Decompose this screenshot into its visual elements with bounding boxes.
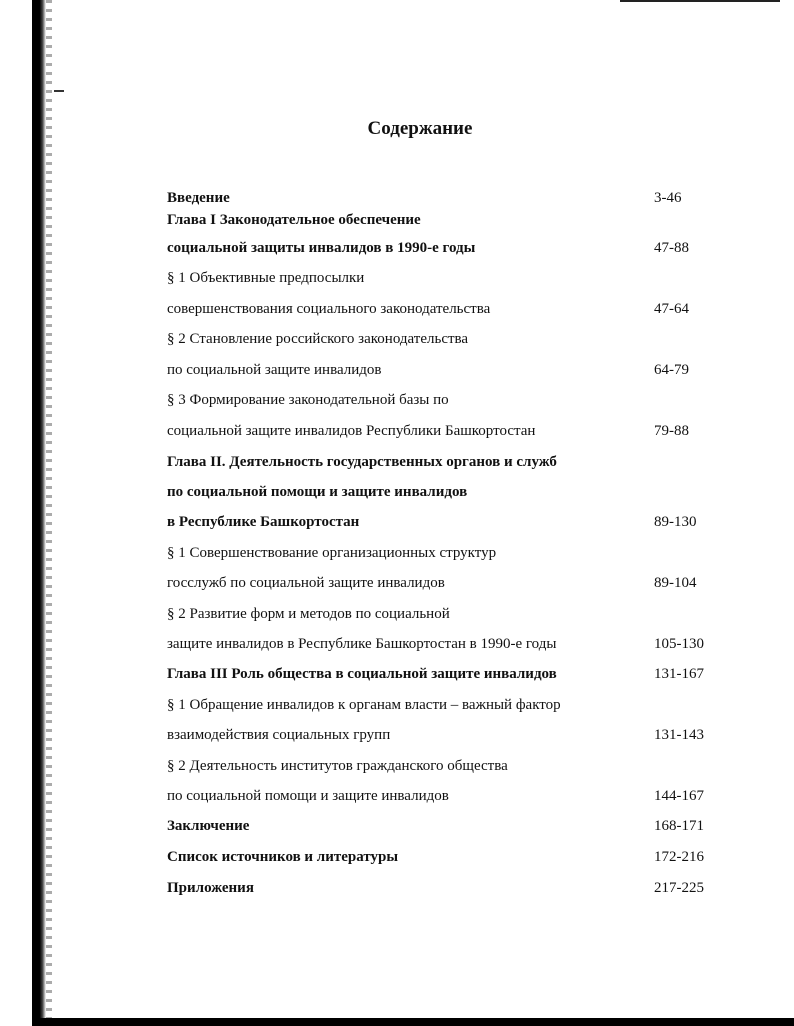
- toc-entry-title: Глава III Роль общества в социальной защите инвалидов: [167, 666, 557, 682]
- toc-entry-title: Глава I Законодательное обеспечение: [167, 212, 421, 228]
- toc-entry-title: Введение: [167, 190, 230, 206]
- toc-entry: [167, 880, 727, 902]
- toc-entry: [167, 392, 727, 414]
- page-title: Содержание: [367, 118, 473, 139]
- toc-entry-pages: 89-104: [654, 575, 697, 591]
- toc-entry: [167, 545, 727, 567]
- toc-entry-title: § 2 Деятельность институтов гражданского общества: [167, 758, 508, 774]
- toc-entry-title: по социальной помощи и защите инвалидов: [167, 788, 449, 804]
- toc-entry: [167, 727, 727, 749]
- toc-entry-pages: 79-88: [654, 423, 689, 439]
- toc-entry-pages: 3-46: [654, 190, 682, 206]
- toc-entry-pages: 172-216: [654, 849, 704, 865]
- toc-entry-title: § 2 Становление российского законодательства: [167, 331, 469, 347]
- scan-edge-top: [620, 0, 780, 2]
- toc-entry-title: социальной защиты инвалидов в 1990-е годы: [167, 240, 476, 256]
- toc-entry-pages: 144-167: [654, 788, 704, 804]
- toc-entry-pages: 168-171: [654, 818, 704, 834]
- toc-entry: [167, 240, 727, 262]
- toc-entry-title: защите инвалидов в Республике Башкортостан в 1990-е годы: [167, 636, 557, 652]
- toc-entry: [167, 484, 727, 506]
- toc-entry-title: в Республике Башкортостан: [167, 514, 360, 530]
- toc-entry-title: Заключение: [167, 818, 250, 834]
- toc-entry-title: совершенствования социального законодательства: [167, 301, 491, 317]
- toc-entry-title: § 1 Объективные предпосылки: [167, 270, 365, 286]
- toc-entry-pages: 217-225: [654, 880, 704, 896]
- scan-edge-bottom: [36, 1018, 794, 1026]
- toc-entry: [167, 575, 727, 597]
- toc-entry-title: по социальной защите инвалидов: [167, 362, 382, 378]
- toc-entry-title: § 3 Формирование законодательной базы по: [167, 392, 449, 408]
- toc-entry: [167, 331, 727, 353]
- toc-entry: [167, 270, 727, 292]
- toc-entry: [167, 212, 727, 234]
- toc-entry-title: взаимодействия социальных групп: [167, 727, 391, 743]
- toc-entry: [167, 301, 727, 323]
- toc-entry-title: § 2 Развитие форм и методов по социальной: [167, 606, 450, 622]
- toc-entry: [167, 849, 727, 871]
- toc-entry: [167, 818, 727, 840]
- toc-entry: [167, 423, 727, 445]
- toc-entry: [167, 697, 727, 719]
- toc-entry: [167, 666, 727, 688]
- toc-entry: [167, 788, 727, 810]
- toc-entry: [167, 514, 727, 536]
- toc-entry-title: § 1 Совершенствование организационных структур: [167, 545, 497, 561]
- scan-mark: [54, 90, 64, 92]
- toc-entry-title: § 1 Обращение инвалидов к органам власти – важный фактор: [167, 697, 561, 713]
- toc-entry-pages: 131-167: [654, 666, 704, 682]
- toc-entry-pages: 105-130: [654, 636, 704, 652]
- toc-entry-title: социальной защите инвалидов Республики Башкортостан: [167, 423, 536, 439]
- toc-entry-pages: 64-79: [654, 362, 689, 378]
- toc-entry-title: Глава II. Деятельность государственных органов и служб: [167, 454, 557, 470]
- toc-entry: [167, 758, 727, 780]
- toc-entry-title: Список источников и литературы: [167, 849, 399, 865]
- toc-entry: [167, 362, 727, 384]
- toc-entry-pages: 47-64: [654, 301, 689, 317]
- toc-entry-title: Приложения: [167, 880, 254, 896]
- toc-entry-pages: 131-143: [654, 727, 704, 743]
- toc-entry-pages: 89-130: [654, 514, 697, 530]
- toc-entry: [167, 606, 727, 628]
- toc-entry-pages: 47-88: [654, 240, 689, 256]
- scan-edge-noise: [46, 0, 52, 1026]
- toc-entry-title: по социальной помощи и защите инвалидов: [167, 484, 468, 500]
- toc-entry: [167, 636, 727, 658]
- toc-entry: [167, 454, 727, 476]
- toc-entry: [167, 190, 727, 212]
- scan-edge-left: [32, 0, 46, 1026]
- toc-entry-title: госслужб по социальной защите инвалидов: [167, 575, 445, 591]
